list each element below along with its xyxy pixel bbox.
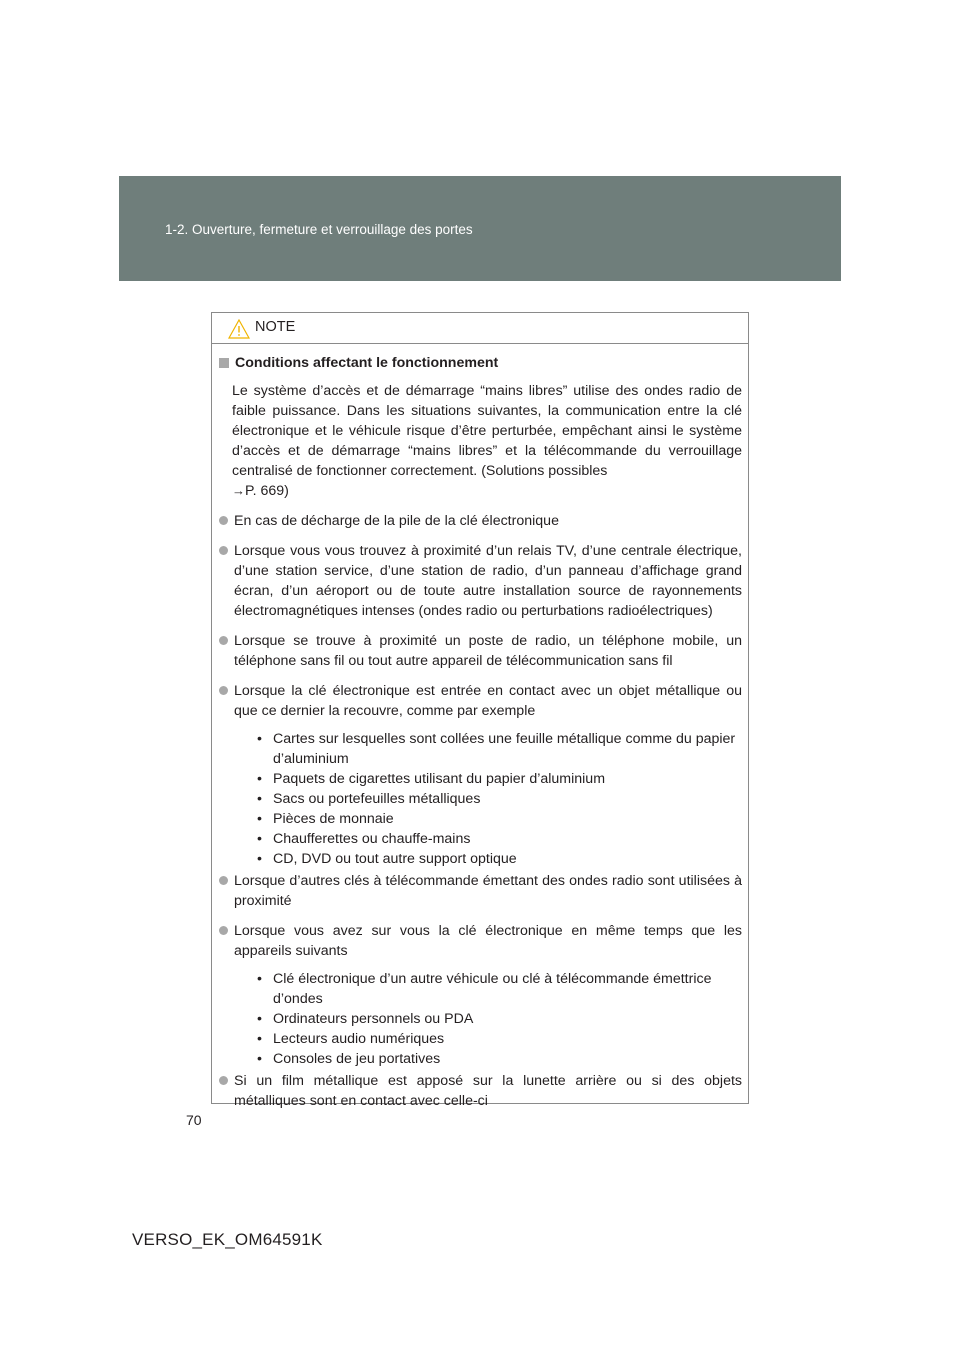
document-code: VERSO_EK_OM64591K xyxy=(132,1230,323,1249)
list-item xyxy=(219,541,742,621)
warning-triangle-icon xyxy=(228,319,250,339)
sub-bullet: • xyxy=(257,971,262,987)
sub-text: Cartes sur lesquelles sont collées une feuille métallique comme du papier d’aluminium xyxy=(273,731,736,767)
sub-bullet: • xyxy=(257,1011,262,1027)
sub-text: Paquets de cigarettes utilisant du papier d’aluminium xyxy=(273,771,606,787)
devices-list xyxy=(257,969,742,1069)
intro-paragraph xyxy=(232,381,742,501)
sub-list-item xyxy=(257,1009,742,1029)
page-number: 70 xyxy=(186,1112,202,1128)
note-header xyxy=(212,313,748,344)
sub-list-item xyxy=(257,829,742,849)
sub-list-item xyxy=(257,849,742,869)
square-bullet-icon xyxy=(219,358,229,368)
section-title: 1-2. Ouverture, fermeture et verrouillage des portes xyxy=(165,222,473,237)
sub-text: Clé électronique d’un autre véhicule ou clé à télécommande émettrice d’ondes xyxy=(273,971,712,1007)
bullet-text: Lorsque se trouve à proximité un poste de radio, un téléphone mobile, un téléphone sans fil ou tout autre appareil de télécommunication sans fil xyxy=(234,633,742,669)
bullet-text: Lorsque la clé électronique est entrée en contact avec un objet métallique ou que ce dernier la recouvre, comme par exemple xyxy=(234,683,742,719)
sub-list-item xyxy=(257,1029,742,1049)
bullet-text: Si un film métallique est apposé sur la lunette arrière ou si des objets métalliques sont en contact avec celle-ci xyxy=(234,1073,742,1109)
sub-list-item xyxy=(257,809,742,829)
round-bullet-icon xyxy=(219,876,228,885)
page-reference: P. 669) xyxy=(245,483,289,499)
round-bullet-icon xyxy=(219,926,228,935)
list-item xyxy=(219,631,742,671)
sub-text: Sacs ou portefeuilles métalliques xyxy=(273,791,481,807)
metal-objects-list xyxy=(257,729,742,869)
sub-list-item xyxy=(257,969,742,1009)
sub-list-item xyxy=(257,729,742,769)
heading-text: Conditions affectant le fonctionnement xyxy=(235,355,499,371)
sub-bullet: • xyxy=(257,771,262,787)
sub-bullet: • xyxy=(257,791,262,807)
sub-bullet: • xyxy=(257,1031,262,1047)
sub-list-item xyxy=(257,769,742,789)
round-bullet-icon xyxy=(219,516,228,525)
list-item xyxy=(219,511,742,531)
sub-list-item xyxy=(257,789,742,809)
sub-bullet: • xyxy=(257,1051,262,1067)
note-box xyxy=(211,312,749,1109)
sub-list-item xyxy=(257,1049,742,1069)
sub-text: Pièces de monnaie xyxy=(273,811,394,827)
sub-bullet: • xyxy=(257,851,262,867)
sub-text: Chaufferettes ou chauffe-mains xyxy=(273,831,471,847)
round-bullet-icon xyxy=(219,546,228,555)
bullet-text: Lorsque vous avez sur vous la clé électronique en même temps que les appareils suivants xyxy=(234,923,742,959)
reference-arrow: → xyxy=(232,483,245,498)
sub-bullet: • xyxy=(257,811,262,827)
list-item xyxy=(219,921,742,961)
sub-bullet: • xyxy=(257,831,262,847)
sub-text: CD, DVD ou tout autre support optique xyxy=(273,851,517,867)
bullet-text: Lorsque vous vous trouvez à proximité d’un relais TV, d’une centrale électrique, d’une station service, d’une station de radio, d’un panneau d’affichage grand écran, d’un aéroport ou de toute autre installation source de rayonnements électromagnétiques intenses (ondes radio ou perturbations radioélectriques) xyxy=(234,543,742,619)
list-item xyxy=(219,1071,742,1111)
bullet-text: En cas de décharge de la pile de la clé électronique xyxy=(234,513,559,529)
note-heading xyxy=(219,353,742,373)
sub-text: Lecteurs audio numériques xyxy=(273,1031,445,1047)
round-bullet-icon xyxy=(219,686,228,695)
sub-text: Ordinateurs personnels ou PDA xyxy=(273,1011,474,1027)
sub-bullet: • xyxy=(257,731,262,747)
round-bullet-icon xyxy=(219,636,228,645)
list-item xyxy=(219,871,742,911)
bullet-text: Lorsque d’autres clés à télécommande émettant des ondes radio sont utilisées à proximité xyxy=(234,873,742,909)
list-item xyxy=(219,681,742,721)
sub-text: Consoles de jeu portatives xyxy=(273,1051,441,1067)
round-bullet-icon xyxy=(219,1076,228,1085)
note-label: NOTE xyxy=(255,319,296,335)
intro-text: Le système d’accès et de démarrage “mains libres” utilise des ondes radio de faible puissance. Dans les situations suivantes, la communication entre la clé électronique et le véhicule risque d’être perturbée, empêchant ainsi le système d’accès et de démarrage “mains libres” et la télécommande du verrouillage centralisé de fonctionner correctement. (Solutions possibles xyxy=(232,383,742,479)
note-body xyxy=(212,344,748,1111)
